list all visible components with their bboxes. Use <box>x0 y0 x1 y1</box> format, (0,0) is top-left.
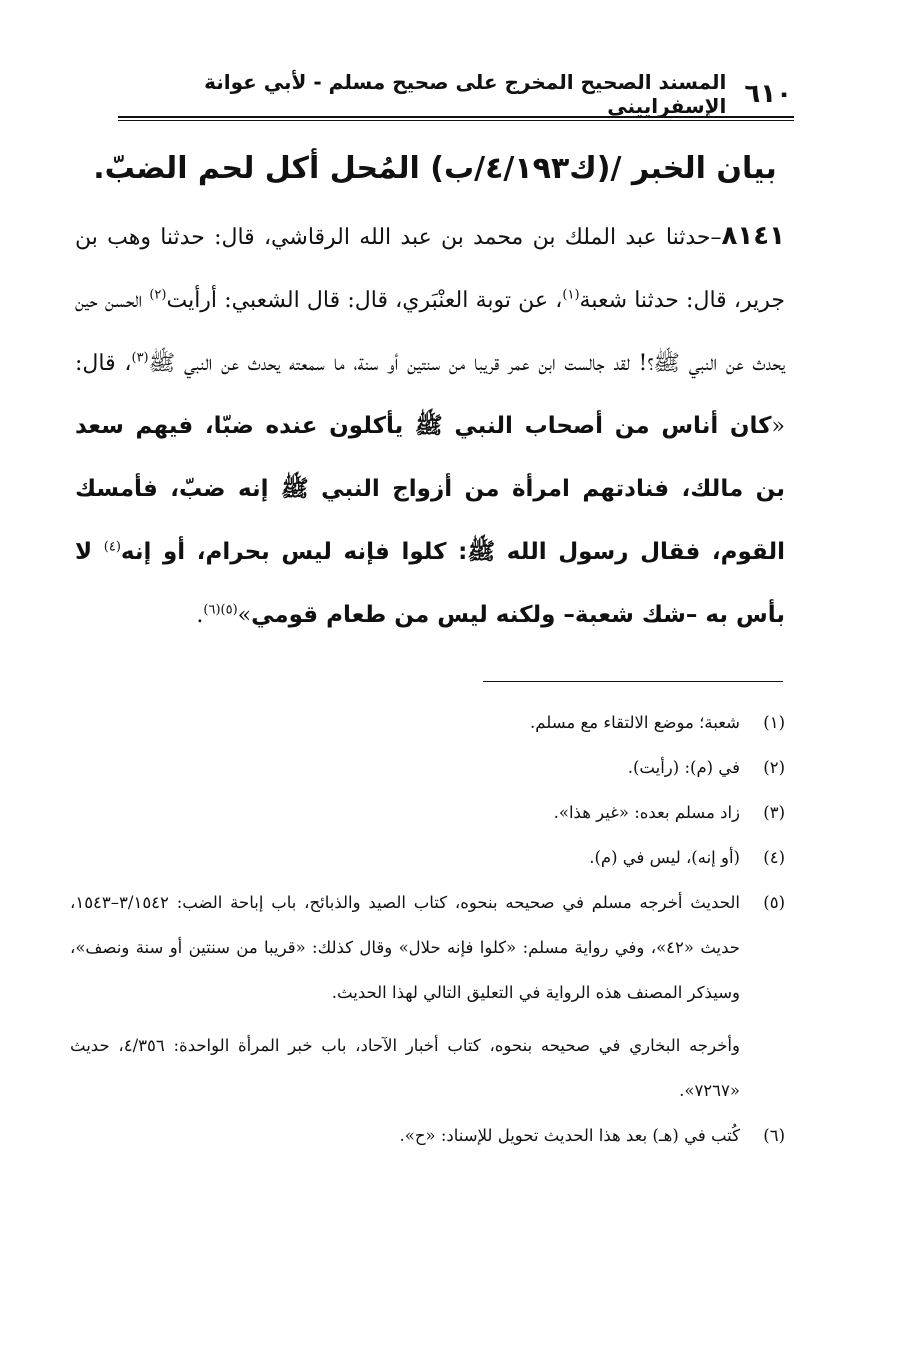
header-rule <box>118 116 794 121</box>
footnote-text: في (م): (رأيت). <box>627 758 740 777</box>
footnote-number: (٣) <box>763 803 785 822</box>
hadith-matn-2: لا بأس به –شك شعبة– ولكنه ليس من طعام قومي <box>75 539 785 628</box>
hadith-matn-1: كان أناس من أصحاب النبي ﷺ يأكلون عنده ضبّا، فيهم سعد بن مالك، فنادتهم امرأة من أزواج النبي ﷺ إنه ضبّ، فأمسك القوم، فقال رسول الله ﷺ: كلوا فإنه ليس بحرام، أو إنه <box>75 413 785 565</box>
hadith-isnad-1: –حدثنا عبد الملك بن محمد بن عبد الله الرقاشي، قال: حدثنا وهب بن جرير، قال: حدثنا شعبة <box>75 225 785 313</box>
hadith-isnad-3: الحسن حين يحدث عن النبي ﷺ؟! لقد جالست ابن عمر قريبا من سنتين أو سنة، ما سمعته يحدث عن النبي ﷺ <box>75 288 785 376</box>
hadith-isnad-2: ، عن توبة العنْبَري، قال: قال الشعبي: أرأيت <box>166 288 563 313</box>
footnotes <box>70 700 785 1158</box>
footnote-ref-3: (٣) <box>131 350 149 366</box>
footnote-body <box>70 745 740 790</box>
footnote-number: (٦) <box>763 1126 785 1145</box>
footnote-body <box>70 835 740 880</box>
footnote-2 <box>70 745 785 790</box>
footnote-ref-2: (٢) <box>149 287 167 303</box>
footnote-body <box>70 700 740 745</box>
footnote-number: (٥) <box>763 893 785 912</box>
footnote-body <box>70 1113 740 1158</box>
footnote-5 <box>70 880 785 1113</box>
hadith-quote-close: » <box>237 603 252 628</box>
footnote-text: كُتب في (هـ) بعد هذا الحديث تحويل للإسناد: «ح». <box>399 1126 740 1145</box>
hadith-text <box>75 205 785 647</box>
footnote-text: وأخرجه البخاري في صحيحه بنحوه، كتاب أخبار الآحاد، باب خبر المرأة الواحدة: ٤/٣٥٦، حديث «٧٢٦٧». <box>70 1036 740 1100</box>
footnote-1 <box>70 700 785 745</box>
hadith-end: . <box>196 603 204 628</box>
footnote-number: (٢) <box>763 758 785 777</box>
footnote-6 <box>70 1113 785 1158</box>
footnote-text: (أو إنه)، ليس في (م). <box>589 848 740 867</box>
footnote-text: شعبة؛ موضع الالتقاء مع مسلم. <box>530 713 740 732</box>
footnote-number: (١) <box>763 713 785 732</box>
footnote-ref-4: (٤) <box>103 539 121 555</box>
hadith-number: ٨١٤١ <box>721 221 785 251</box>
footnote-3 <box>70 790 785 835</box>
footnote-4 <box>70 835 785 880</box>
chapter-title: بيان الخبر /(ك٤/١٩٣/ب) المُحل أكل لحم الضبّ. <box>93 151 777 186</box>
running-title: المسند الصحيح المخرج على صحيح مسلم - لأبي عوانة الإسفراييني <box>204 70 727 118</box>
running-header <box>120 70 792 118</box>
footnote-body <box>70 790 740 835</box>
footnote-separator <box>483 681 783 682</box>
footnote-body <box>70 880 740 1113</box>
footnote-text: زاد مسلم بعده: «غير هذا». <box>553 803 740 822</box>
footnote-ref-5-6: (٥)(٦) <box>203 602 238 618</box>
footnote-text: الحديث أخرجه مسلم في صحيحه بنحوه، كتاب الصيد والذبائح، باب إباحة الضب: ٣/١٥٤٢–١٥٤٣، حديث «٤٢»، وفي رواية مسلم: «كلوا فإنه حلال» وقال كذلك: «قريبا من سنتين أو سنة ونصف»، وسيذكر المصنف هذه الرواية في التعليق التالي لهذا الحديث. <box>70 893 740 1002</box>
footnote-ref-1: (١) <box>562 287 580 303</box>
footnote-number: (٤) <box>763 848 785 867</box>
hadith-isnad-4: ، قال: « <box>75 351 785 439</box>
page-number: ٦١٠ <box>744 79 792 109</box>
